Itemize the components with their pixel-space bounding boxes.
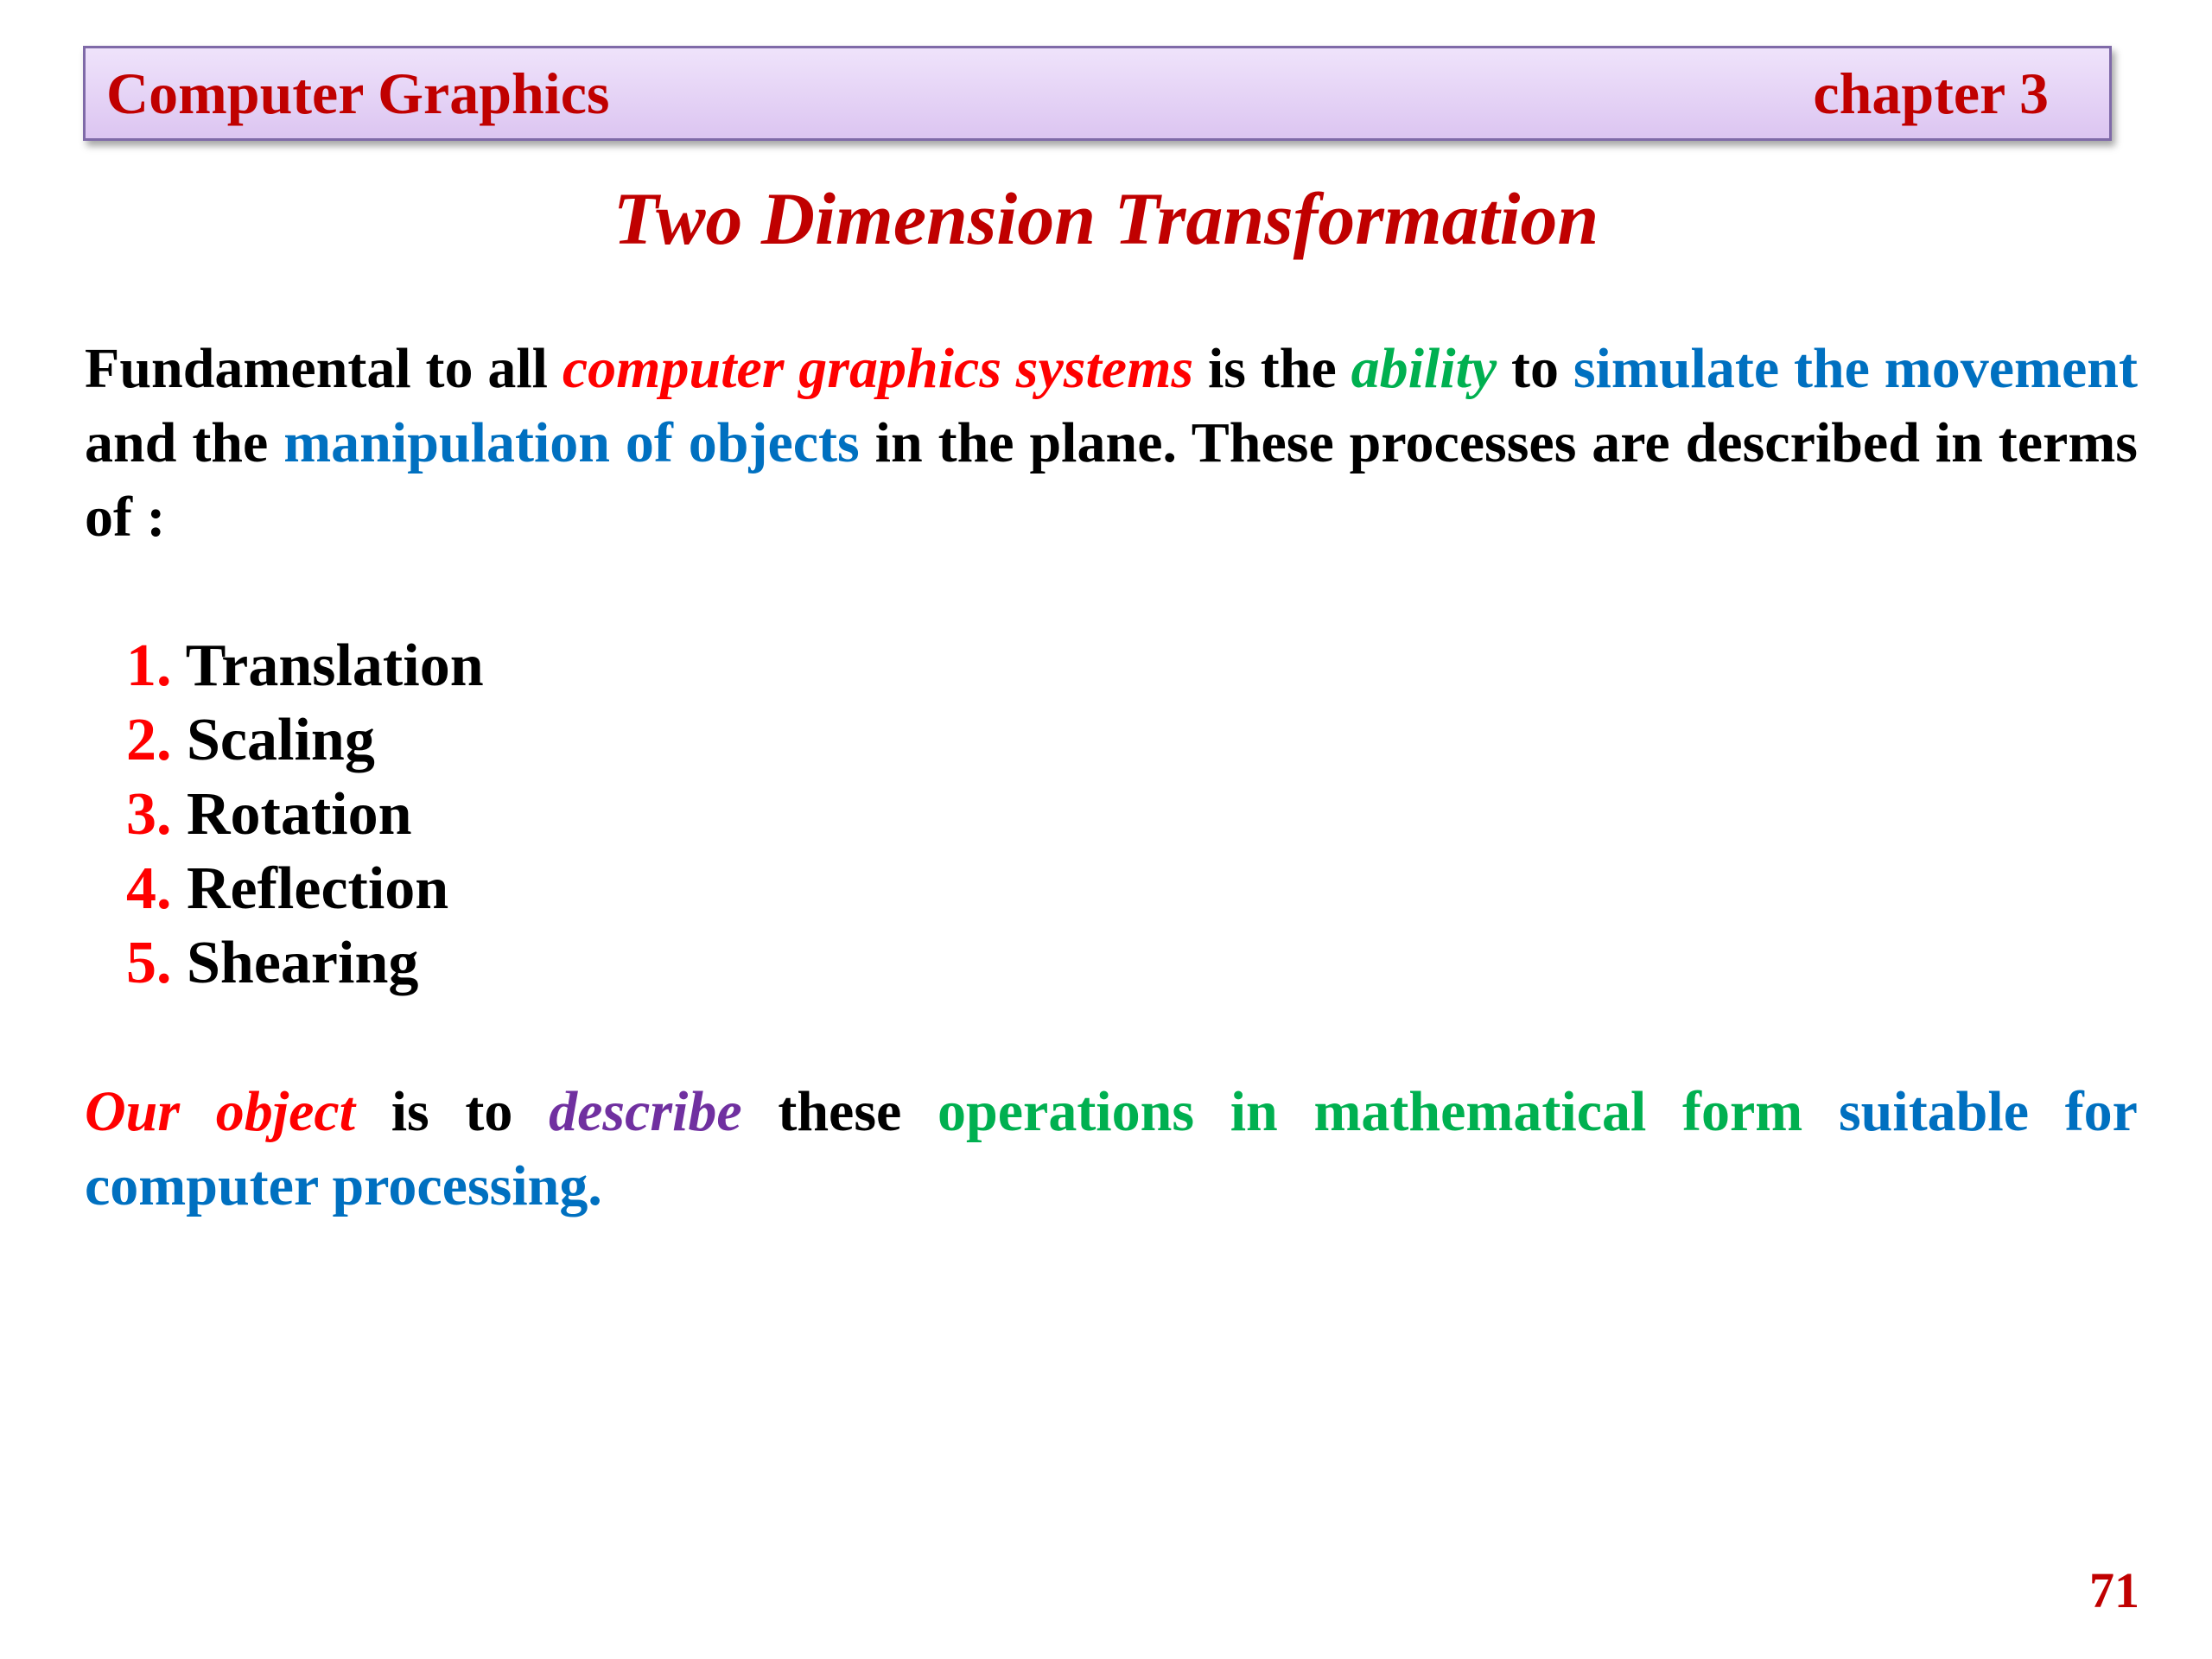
list-item — [126, 703, 484, 778]
list-item-label: Translation — [185, 632, 484, 699]
objective-text-segment: is to — [355, 1080, 550, 1143]
intro-text-segment: in the plane. These processes are described in terms of : — [85, 411, 2138, 549]
chapter-label: chapter 3 — [1813, 60, 2049, 126]
objective-highlight-describe: describe — [549, 1080, 742, 1143]
intro-highlight-manipulation: manipulation of objects — [283, 411, 860, 474]
list-item-number: 1. — [126, 632, 172, 699]
list-item-number: 5. — [126, 930, 172, 996]
objective-text-segment: these — [741, 1080, 938, 1143]
intro-text-segment: and the — [85, 411, 284, 474]
intro-highlight-systems: computer graphics systems — [562, 337, 1194, 400]
objective-highlight-our-object: Our object — [85, 1080, 356, 1143]
intro-text-segment: Fundamental to all — [85, 337, 563, 400]
list-item-number: 4. — [126, 855, 172, 922]
list-item-number: 3. — [126, 781, 172, 848]
list-item — [126, 926, 484, 1001]
intro-text-segment: is the — [1193, 337, 1351, 400]
list-item — [126, 629, 484, 703]
course-title: Computer Graphics — [106, 60, 610, 126]
list-item-label: Rotation — [187, 781, 412, 848]
slide-title: Two Dimension Transformation — [613, 177, 1599, 260]
list-item-label: Scaling — [187, 707, 375, 773]
intro-paragraph — [85, 332, 2138, 555]
list-item — [126, 852, 484, 926]
list-item-label: Shearing — [187, 930, 419, 996]
intro-text-segment: to — [1497, 337, 1573, 400]
intro-highlight-movement: simulate the movement — [1573, 337, 2138, 400]
slide-header-banner — [83, 46, 2112, 141]
objective-highlight-computer-processing: suitable for computer processing. — [85, 1080, 2138, 1217]
intro-highlight-ability: ability — [1351, 337, 1497, 400]
objective-highlight-operations: operations in mathematical form — [938, 1080, 1803, 1143]
list-item-number: 2. — [126, 707, 172, 773]
objective-paragraph — [85, 1075, 2138, 1224]
transformation-list — [126, 629, 484, 1001]
page-number: 71 — [2089, 1562, 2139, 1618]
list-item — [126, 778, 484, 852]
list-item-label: Reflection — [187, 855, 449, 922]
